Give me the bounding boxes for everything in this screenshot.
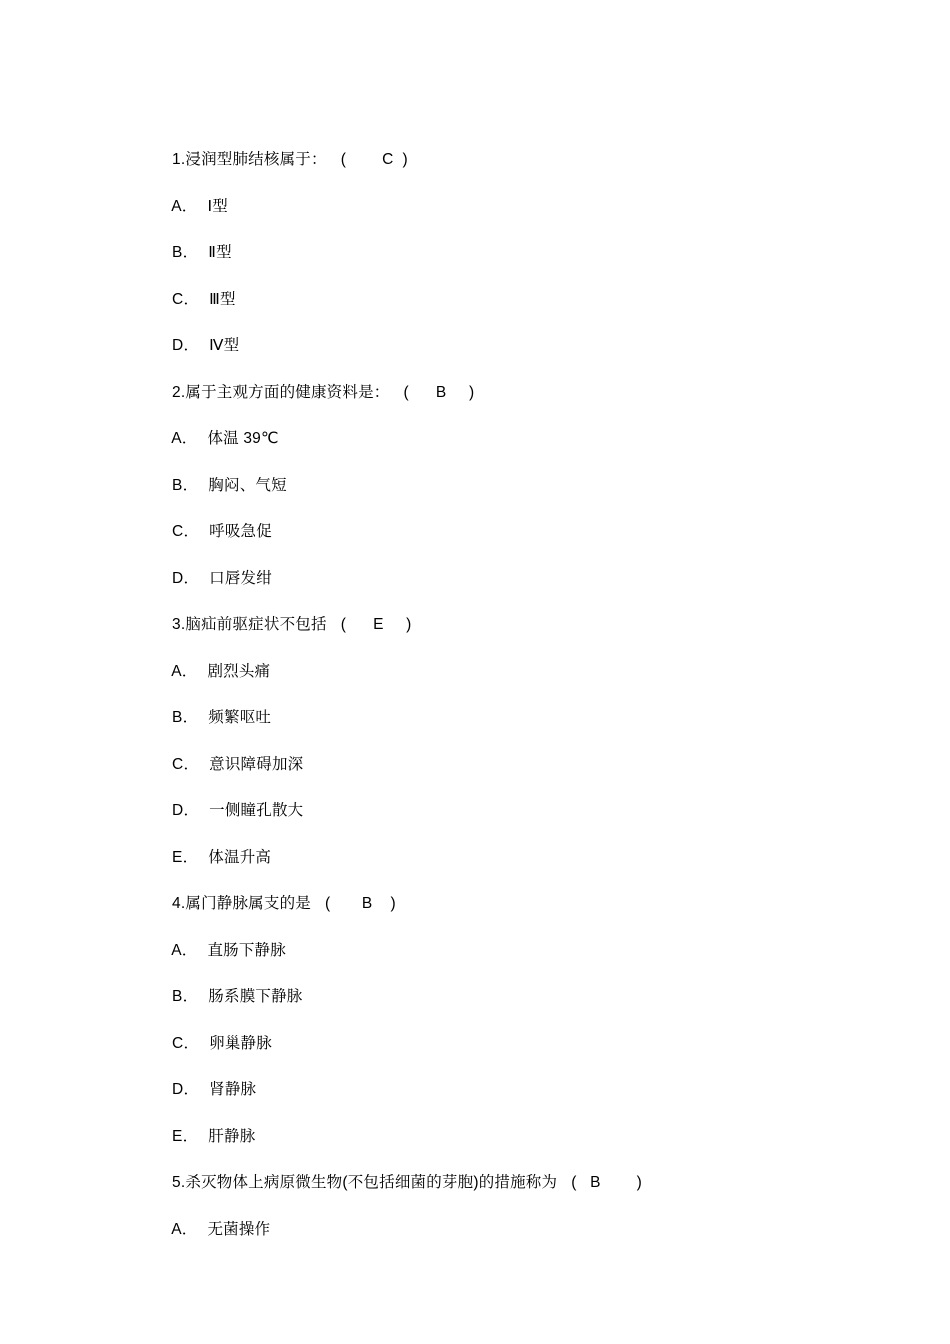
option-text: Ⅱ型 bbox=[208, 244, 232, 261]
option-letter: C． bbox=[172, 755, 200, 773]
option-letter: B． bbox=[172, 476, 199, 494]
question-stem bbox=[145, 868, 845, 915]
option-line bbox=[145, 915, 845, 962]
option-text: 剧烈头痛 bbox=[207, 662, 271, 680]
option-text: 体温 39℃ bbox=[207, 430, 279, 447]
question-stem bbox=[145, 124, 845, 171]
option-text: 口唇发绀 bbox=[209, 569, 272, 587]
option-line bbox=[145, 775, 845, 822]
option-line bbox=[145, 961, 845, 1008]
option-text: 体温升高 bbox=[208, 848, 272, 866]
question-list bbox=[145, 124, 845, 1240]
option-letter: C． bbox=[172, 1034, 200, 1052]
answer-mark: ( B ) bbox=[403, 383, 475, 401]
option-text: 意识障碍加深 bbox=[209, 755, 304, 773]
option-text: 卵巢静脉 bbox=[209, 1034, 272, 1052]
answer-mark: ( C ) bbox=[340, 151, 408, 168]
question-text: 1.浸润型肺结核属于： bbox=[172, 151, 327, 168]
option-text: 直肠下静脉 bbox=[207, 941, 286, 959]
option-letter: C． bbox=[172, 523, 200, 540]
option-line bbox=[145, 403, 845, 450]
option-line bbox=[145, 636, 845, 683]
option-letter: E． bbox=[172, 848, 199, 866]
question-text: 3.脑疝前驱症状不包括 bbox=[172, 616, 327, 633]
question-text: 4.属门静脉属支的是 bbox=[172, 895, 311, 912]
option-line bbox=[145, 1054, 845, 1101]
question-stem bbox=[145, 357, 845, 404]
option-text: 一侧瞳孔散大 bbox=[209, 802, 304, 819]
option-letter: A． bbox=[171, 430, 198, 447]
option-letter: D． bbox=[172, 802, 200, 819]
option-text: Ⅰ型 bbox=[207, 197, 228, 215]
option-line bbox=[145, 450, 845, 497]
option-letter: D． bbox=[172, 569, 200, 587]
question-text: 5.杀灭物体上病原微生物(不包括细菌的芽胞)的措施称为 bbox=[172, 1174, 558, 1191]
option-line bbox=[145, 1194, 845, 1241]
option-letter: C． bbox=[172, 290, 200, 308]
option-letter: A． bbox=[171, 197, 198, 215]
option-letter: B． bbox=[172, 709, 199, 726]
option-line bbox=[145, 729, 845, 776]
option-text: 频繁呕吐 bbox=[208, 709, 272, 726]
answer-mark: ( B ) bbox=[571, 1174, 643, 1191]
option-letter: A． bbox=[171, 1220, 198, 1238]
option-letter: B． bbox=[172, 244, 199, 261]
option-letter: A． bbox=[171, 662, 198, 680]
option-text: 肠系膜下静脉 bbox=[208, 988, 303, 1005]
question-text: 2.属于主观方面的健康资料是： bbox=[172, 383, 390, 401]
option-letter: E． bbox=[172, 1127, 199, 1145]
option-text: 无菌操作 bbox=[207, 1220, 271, 1238]
option-letter: A． bbox=[171, 941, 198, 959]
question-stem bbox=[145, 589, 845, 636]
option-line bbox=[145, 682, 845, 729]
option-text: 胸闷、气短 bbox=[208, 476, 287, 494]
option-text: Ⅲ型 bbox=[209, 290, 236, 308]
option-line bbox=[145, 822, 845, 869]
answer-mark: ( E ) bbox=[340, 616, 412, 633]
option-line bbox=[145, 217, 845, 264]
option-line bbox=[145, 1101, 845, 1148]
option-line bbox=[145, 310, 845, 357]
option-letter: D． bbox=[172, 337, 200, 354]
option-line bbox=[145, 264, 845, 311]
option-text: Ⅳ型 bbox=[209, 337, 240, 354]
option-line bbox=[145, 171, 845, 218]
option-text: 肾静脉 bbox=[209, 1081, 257, 1098]
option-letter: D． bbox=[172, 1081, 200, 1098]
option-line bbox=[145, 543, 845, 590]
option-letter: B． bbox=[172, 988, 199, 1005]
option-line bbox=[145, 1008, 845, 1055]
option-text: 呼吸急促 bbox=[209, 523, 272, 540]
option-text: 肝静脉 bbox=[208, 1127, 256, 1145]
answer-mark: ( B ) bbox=[324, 895, 396, 912]
question-stem bbox=[145, 1147, 845, 1194]
option-line bbox=[145, 496, 845, 543]
